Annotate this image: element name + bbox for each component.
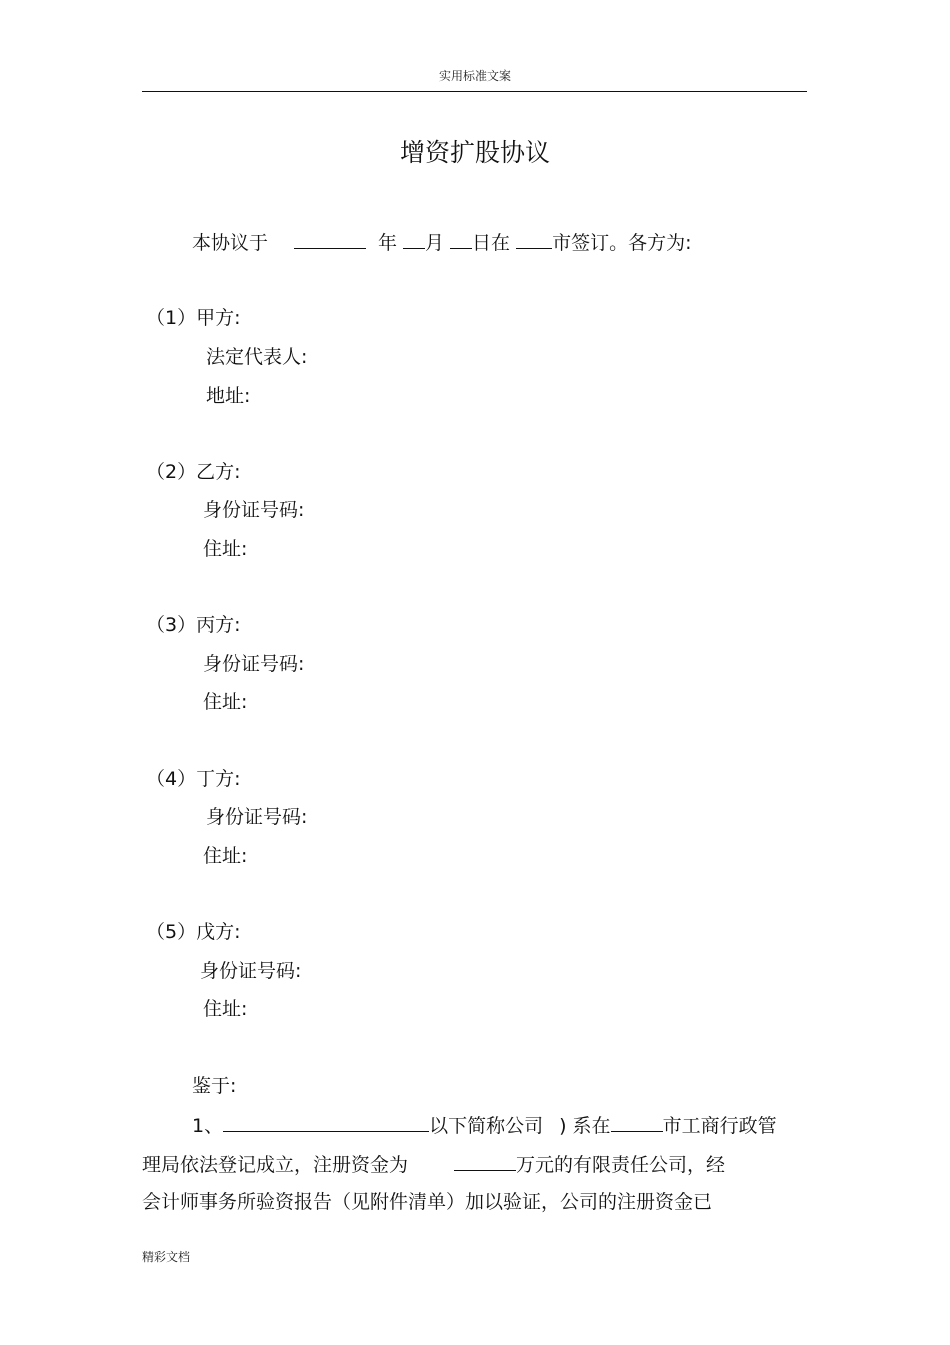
intro-text-month: 月 (425, 232, 445, 254)
whereas-item-1-line-2 (142, 1152, 725, 1177)
document-title: 增资扩股协议 (399, 138, 550, 167)
intro-line (192, 230, 691, 255)
item-text: 市工商行政管 (662, 1115, 777, 1137)
whereas-item-1 (192, 1113, 777, 1138)
party-label: （4）丁方: (146, 768, 241, 790)
blank-city (516, 230, 552, 249)
party-field: 地址: (206, 385, 251, 407)
blank-day (450, 230, 472, 249)
party-field: 身份证号码: (206, 806, 308, 828)
blank-city-2 (611, 1113, 663, 1132)
blank-date (294, 230, 366, 249)
page-footer: 精彩文档 (142, 1250, 191, 1264)
party-label: （1）甲方: (146, 307, 241, 329)
intro-text-1: 本协议于 (192, 232, 269, 254)
blank-capital (454, 1152, 516, 1171)
party-field: 法定代表人: (206, 346, 308, 368)
party-field: 住址: (203, 538, 248, 560)
party-field: 身份证号码: (203, 499, 305, 521)
intro-text-day: 日在 (472, 232, 511, 254)
party-label: （5）戊方: (146, 921, 241, 943)
party-field: 住址: (203, 998, 248, 1020)
party-field: 身份证号码: (203, 653, 305, 675)
item-text: 理局依法登记成立，注册资金为 (142, 1154, 409, 1176)
party-field: 住址: (203, 845, 248, 867)
intro-text-year: 年 (378, 232, 398, 254)
item-text: 万元的有限责任公司，经 (516, 1154, 726, 1176)
blank-company-name (223, 1113, 429, 1132)
party-field: 住址: (203, 691, 248, 713)
whereas-heading: 鉴于: (192, 1075, 237, 1097)
header-rule (142, 91, 807, 92)
item-text: ) 系在 (559, 1115, 611, 1137)
item-text: 以下简称公司 (429, 1115, 544, 1137)
party-field: 身份证号码: (200, 960, 302, 982)
party-label: （3）丙方: (146, 614, 241, 636)
intro-text-end: 市签订。各方为: (552, 232, 692, 254)
item-number: 1、 (192, 1115, 224, 1137)
blank-month (403, 230, 425, 249)
party-label: （2）乙方: (146, 461, 241, 483)
whereas-item-1-line-3: 会计师事务所验资报告（见附件清单）加以验证，公司的注册资金已 (142, 1191, 713, 1213)
page-header: 实用标准文案 (438, 69, 511, 83)
